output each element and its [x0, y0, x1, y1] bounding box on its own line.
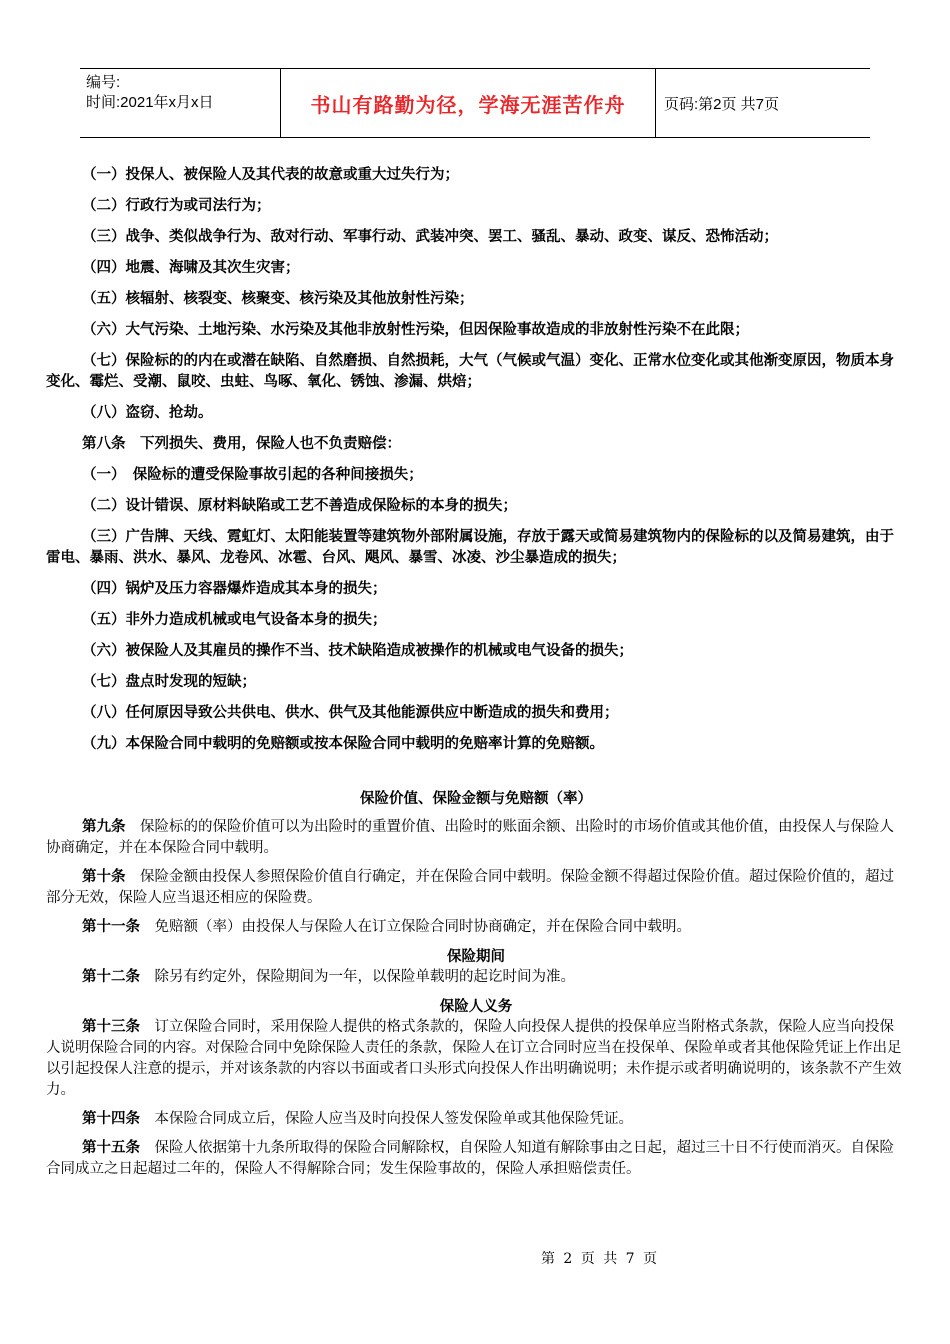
exclusion-item: （七）保险标的的内在或潜在缺陷、自然磨损、自然损耗，大气（气候或气温）变化、正常水位变化或其他渐变原因，物质本身变化、霉烂、受潮、鼠咬、虫蛀、鸟啄、氧化、锈蚀、渗漏、烘焙；	[46, 352, 894, 390]
page-footer	[0, 1248, 950, 1268]
exclusion-item: （八）盗窃、抢劫。	[82, 404, 213, 421]
exclusion-item: （五）核辐射、核裂变、核聚变、核污染及其他放射性污染；	[82, 290, 474, 307]
article-text: 订立保险合同时，采用保险人提供的格式条款的，保险人向投保人提供的投保单应当附格式条款，保险人应当向投保人说明保险合同的内容。对保险合同中免除保险人责任的条款，保险人在订立合同时应当在投保单、保险单或者其他保险凭证上作出足以引起投保人注意的提示，并对该条款的内容以书面或者口头形式向投保人作出明确说明；未作提示或者明确说明的，该条款不产生效力。	[46, 1019, 902, 1098]
exclusion-item: （九）本保险合同中载明的免赔额或按本保险合同中载明的免赔率计算的免赔额。	[82, 735, 604, 752]
doc-code-label: 编号:	[86, 74, 121, 91]
article-text: 保险金额由投保人参照保险价值自行确定，并在保险合同中载明。保险金额不得超过保险价值。超过保险价值的，超过部分无效，保险人应当退还相应的保险费。	[46, 869, 894, 906]
header-motto-cell	[280, 69, 656, 137]
footer-page-number: 第 2 页 共 7 页	[540, 1251, 660, 1267]
exclusion-item: （五）非外力造成机械或电气设备本身的损失；	[82, 611, 387, 628]
exclusion-item: （七）盘点时发现的短缺；	[82, 673, 256, 690]
header-motto: 书山有路勤为径，学海无涯苦作舟	[310, 94, 626, 117]
section-title: 保险期间	[447, 948, 505, 965]
section-title: 保险人义务	[439, 998, 513, 1015]
section-title: 保险价值、保险金额与免赔额（率）	[360, 790, 592, 807]
document-body	[46, 164, 906, 1180]
article-label: 第十五条	[82, 1140, 140, 1156]
exclusion-item: （二）行政行为或司法行为；	[82, 197, 271, 214]
article-text: 免赔额（率）由投保人与保险人在订立保险合同时协商确定，并在保险合同中载明。	[140, 919, 691, 935]
article-15	[46, 1138, 906, 1180]
article-text: 保险标的的保险价值可以为出险时的重置价值、出险时的账面余额、出险时的市场价值或其他价值，由投保人与保险人协商确定，并在本保险合同中载明。	[46, 819, 894, 856]
article-12	[46, 967, 906, 988]
article-14	[46, 1109, 906, 1130]
page-header	[80, 68, 870, 138]
exclusion-item: （八）任何原因导致公共供电、供水、供气及其他能源供应中断造成的损失和费用；	[82, 704, 619, 721]
article-8-heading: 第八条 下列损失、费用，保险人也不负责赔偿：	[82, 435, 401, 452]
exclusion-item: （四）锅炉及压力容器爆炸造成其本身的损失；	[82, 580, 387, 597]
article-13	[46, 1017, 906, 1101]
article-label: 第十四条	[82, 1111, 140, 1127]
doc-date-label: 时间:2021年x月x日	[86, 94, 214, 111]
article-text: 本保险合同成立后，保险人应当及时向投保人签发保险单或其他保险凭证。	[140, 1111, 633, 1127]
article-label: 第十三条	[82, 1019, 140, 1035]
exclusion-item: （六）大气污染、土地污染、水污染及其他非放射性污染，但因保险事故造成的非放射性污染不在此限；	[82, 321, 749, 338]
article-text: 保险人依据第十九条所取得的保险合同解除权，自保险人知道有解除事由之日起，超过三十日不行使而消灭。自保险合同成立之日起超过二年的，保险人不得解除合同；发生保险事故的，保险人承担赔偿责任。	[46, 1140, 894, 1177]
exclusion-item: （四）地震、海啸及其次生灾害；	[82, 259, 300, 276]
exclusion-item: （三）战争、类似战争行为、敌对行动、军事行动、武装冲突、罢工、骚乱、暴动、政变、谋反、恐怖活动；	[82, 228, 778, 245]
exclusion-item: （一） 保险标的遭受保险事故引起的各种间接损失；	[82, 466, 423, 483]
exclusion-item: （一）投保人、被保险人及其代表的故意或重大过失行为；	[82, 166, 459, 183]
exclusion-item: （二）设计错误、原材料缺陷或工艺不善造成保险标的本身的损失；	[82, 497, 517, 514]
article-label: 第九条	[82, 819, 126, 835]
header-meta	[80, 69, 280, 137]
article-11	[46, 917, 906, 938]
article-10	[46, 867, 906, 909]
article-label: 第十一条	[82, 919, 140, 935]
article-label: 第十二条	[82, 969, 140, 985]
article-text: 除另有约定外，保险期间为一年，以保险单载明的起讫时间为准。	[140, 969, 575, 985]
article-9	[46, 817, 906, 859]
article-label: 第十条	[82, 869, 126, 885]
exclusion-item: （三）广告牌、天线、霓虹灯、太阳能装置等建筑物外部附属设施，存放于露天或简易建筑物内的保险标的以及简易建筑，由于雷电、暴雨、洪水、暴风、龙卷风、冰雹、台风、飓风、暴雪、冰凌、沙尘暴造成的损失；	[46, 528, 894, 566]
header-page-info: 页码:第2页 共7页	[664, 95, 780, 113]
exclusion-item: （六）被保险人及其雇员的操作不当、技术缺陷造成被操作的机械或电气设备的损失；	[82, 642, 633, 659]
